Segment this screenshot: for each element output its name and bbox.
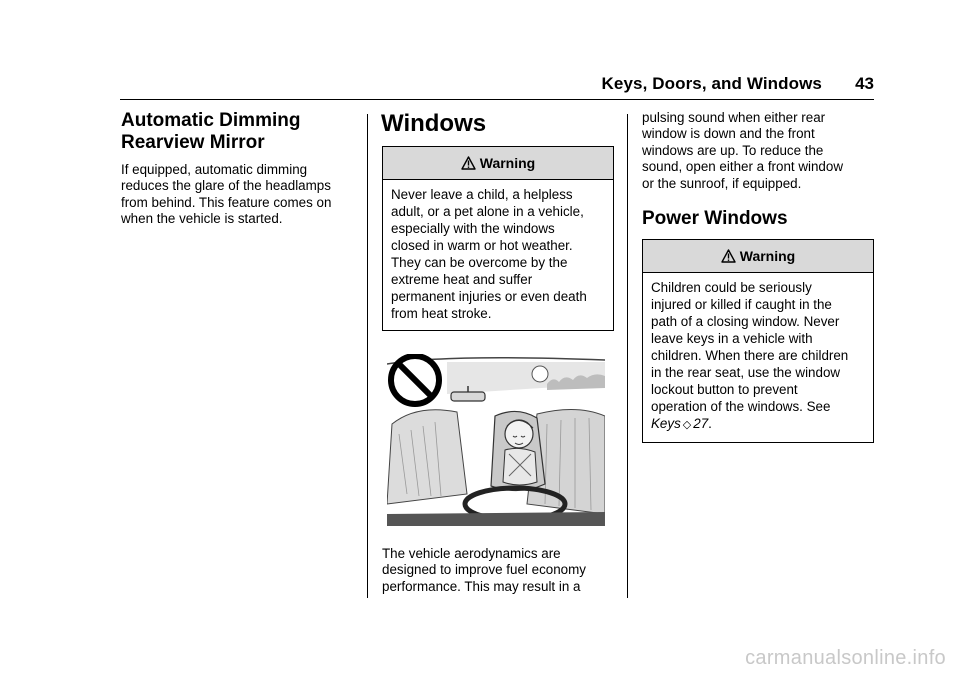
text-line: children. When there are children: [651, 348, 849, 364]
warning-triangle-icon: [721, 249, 736, 263]
page-number: 43: [855, 74, 874, 93]
text-line: Children could be seriously: [651, 280, 812, 296]
warning-header: [643, 240, 873, 273]
heading-line-1: Automatic Dimming: [121, 110, 301, 131]
heading-automatic-dimming: [121, 110, 351, 154]
column-3: [642, 110, 876, 443]
text-line: permanent injuries or even death: [391, 289, 587, 304]
warning-header: [383, 147, 613, 180]
section-title: Keys, Doors, and Windows: [601, 74, 822, 93]
text-line: lockout button to prevent: [651, 382, 798, 398]
text-line: They can be overcome by the: [391, 255, 568, 270]
text-line: The vehicle aerodynamics are: [382, 546, 561, 561]
xref-diamond-icon: ◇: [682, 419, 692, 432]
warning-box-power-windows: [642, 239, 874, 443]
xref-keys-link[interactable]: Keys: [651, 416, 681, 432]
text-line: Never leave a child, a helpless: [391, 187, 573, 202]
text-line: or the sunroof, if equipped.: [642, 175, 802, 191]
text-line: from behind. This feature comes on: [121, 194, 332, 210]
text-line: adult, or a pet alone in a vehicle,: [391, 204, 584, 219]
warning-box-child: [382, 146, 614, 331]
column-divider-left: [367, 114, 368, 598]
warning-body: [643, 273, 873, 442]
text-line: windows are up. To reduce the: [642, 142, 824, 158]
warning-title: Warning: [739, 248, 796, 265]
heading-windows: Windows: [381, 110, 487, 137]
text-line: closed in warm or hot weather.: [391, 238, 573, 253]
text-line: pulsing sound when either rear: [642, 110, 826, 125]
xref-period: .: [708, 416, 712, 432]
column-divider-right: [627, 114, 628, 598]
text-line: leave keys in a vehicle with: [651, 331, 813, 347]
xref-page[interactable]: 27: [693, 416, 709, 432]
aerodynamics-paragraph: [382, 546, 616, 595]
text-line: injured or killed if caught in the: [651, 297, 832, 313]
pulsing-sound-paragraph: [642, 110, 876, 192]
text-line: sound, open either a front window: [642, 159, 843, 175]
text-line: from heat stroke.: [391, 306, 492, 321]
mirror-paragraph: [121, 162, 351, 228]
text-line: If equipped, automatic dimming: [121, 162, 308, 177]
heading-line-2: Rearview Mirror: [121, 132, 265, 153]
heading-power-windows: Power Windows: [642, 208, 788, 230]
text-line: operation of the windows. See: [651, 399, 831, 415]
column-1: [121, 110, 351, 228]
warning-body: [383, 180, 613, 330]
column-2: [381, 110, 616, 594]
text-line: path of a closing window. Never: [651, 314, 840, 330]
text-line: performance. This may result in a: [382, 578, 581, 594]
page-header: [120, 74, 874, 100]
text-line: in the rear seat, use the window: [651, 365, 841, 381]
child-in-car-illustration: [387, 354, 605, 526]
text-line: reduces the glare of the headlamps: [121, 178, 331, 194]
warning-title: Warning: [479, 155, 536, 171]
text-line: window is down and the front: [642, 126, 815, 142]
text-line: designed to improve fuel economy: [382, 562, 586, 578]
text-line: especially with the windows: [391, 221, 555, 236]
warning-triangle-icon: [461, 156, 476, 170]
text-line: when the vehicle is started.: [121, 211, 283, 227]
text-line: extreme heat and suffer: [391, 272, 533, 287]
watermark: carmanualsonline.info: [745, 647, 946, 669]
